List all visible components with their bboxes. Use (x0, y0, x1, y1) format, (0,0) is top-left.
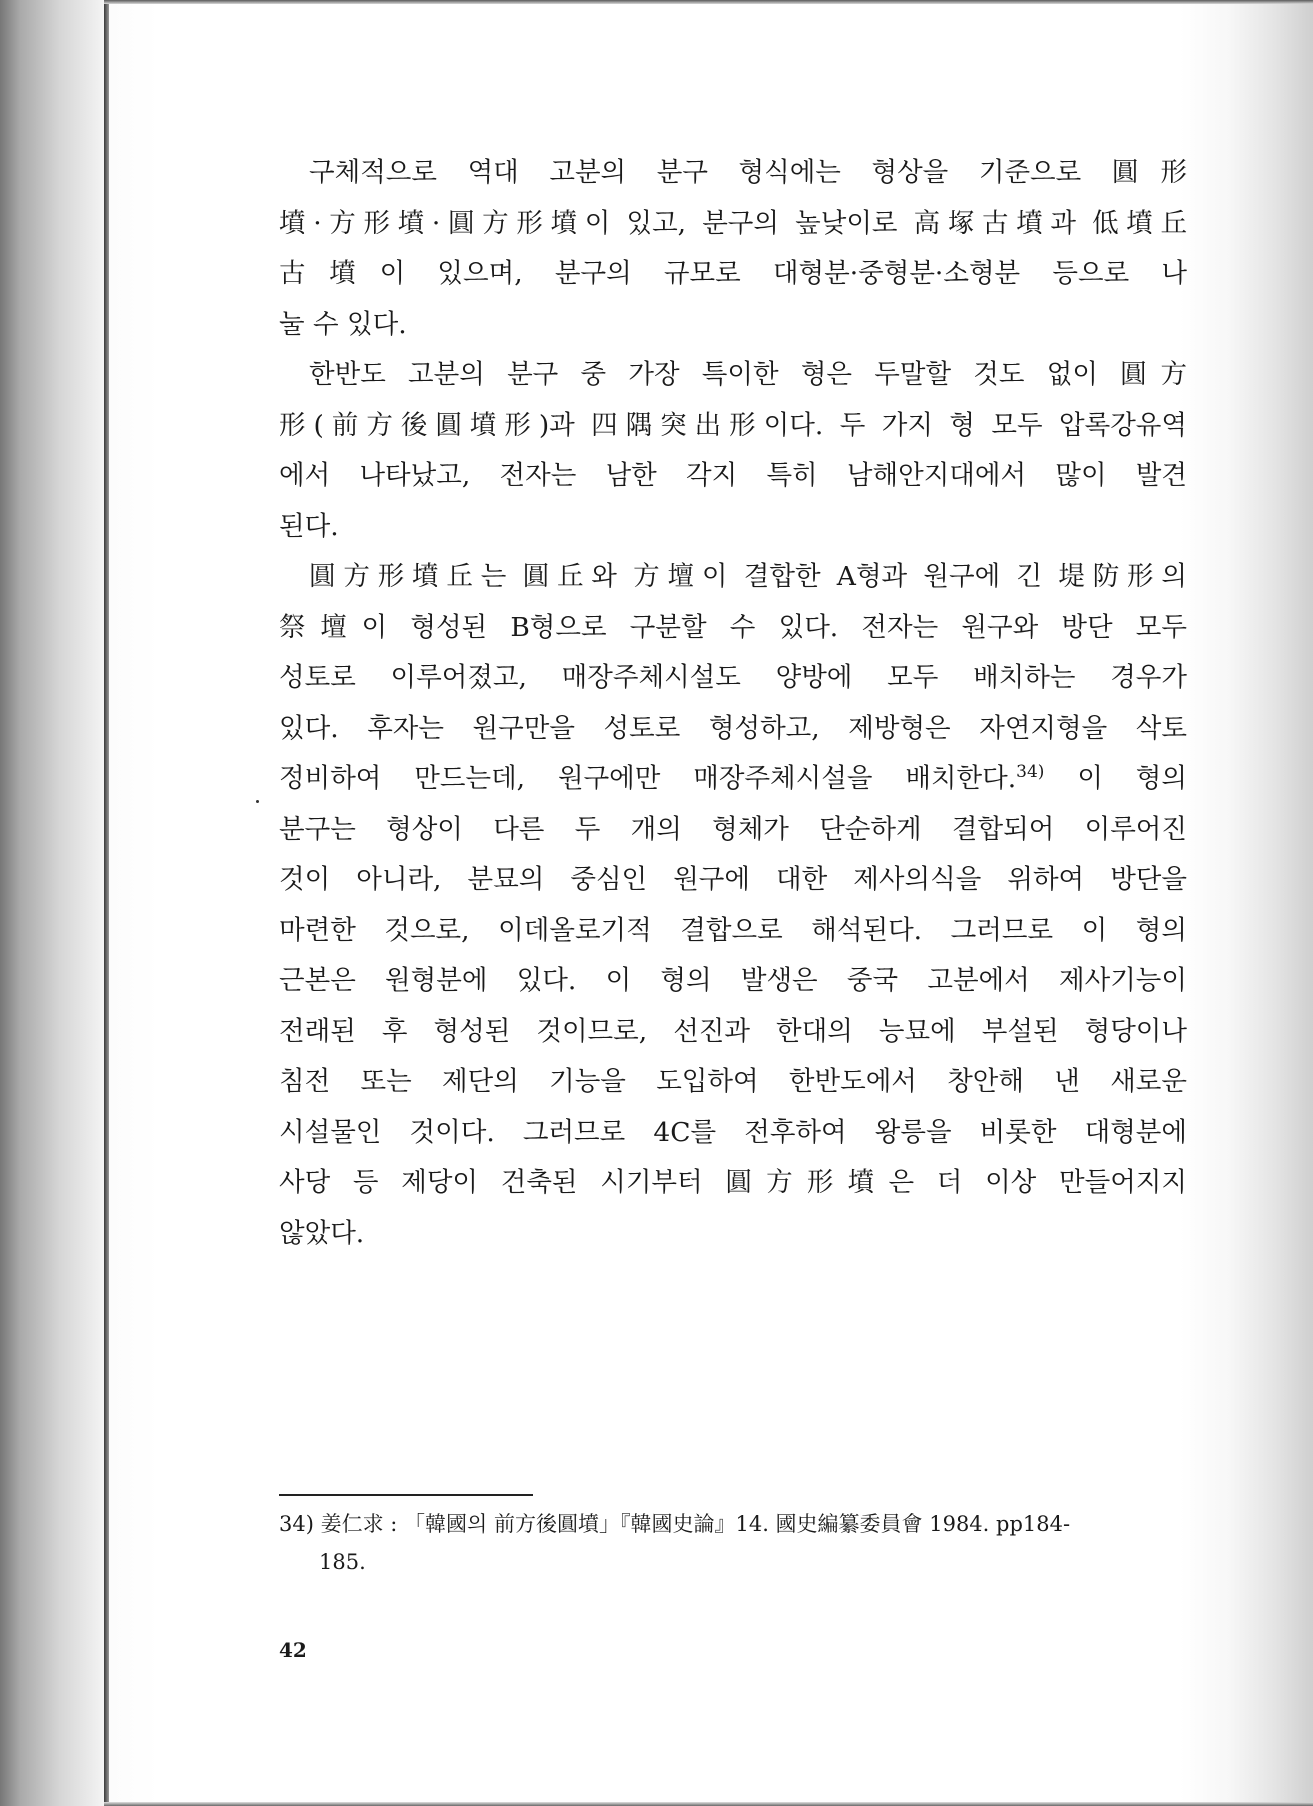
footnote-line: 185. (319, 1550, 366, 1574)
footnote-divider (279, 1494, 533, 1496)
page-edge-top (104, 0, 1313, 4)
paragraph-1 (279, 148, 1187, 350)
paragraph-2 (279, 350, 1187, 552)
paragraph-3 (279, 552, 1187, 1259)
text-line: 분구는 형상이 다른 두 개의 형체가 단순하게 결합되어 이루어진 (279, 813, 1187, 845)
body-text (279, 148, 1187, 1259)
text-line: 침전 또는 제단의 기능을 도입하여 한반도에서 창안해 낸 새로운 (279, 1066, 1187, 1097)
text-line: 形(前方後圓墳形)과 四隅突出形이다. 두 가지 형 모두 압록강유역 (279, 409, 1187, 441)
text-line: 구체적으로 역대 고분의 분구 형식에는 형상을 기준으로 圓形 (309, 157, 1187, 188)
text-line: 마련한 것으로, 이데올로기적 결합으로 해석된다. 그러므로 이 형의 (279, 914, 1187, 946)
text-line: 古墳이 있으며, 분구의 규모로 대형분·중형분·소형분 등으로 나 (279, 258, 1187, 289)
text-line: 시설물인 것이다. 그러므로 4C를 전후하여 왕릉을 비롯한 대형분에 (279, 1116, 1187, 1148)
page-edge-bottom (104, 1802, 1313, 1806)
text-line: 한반도 고분의 분구 중 가장 특이한 형은 두말할 것도 없이 圓方 (309, 359, 1187, 390)
text-line: 사당 등 제당이 건축된 시기부터 圓方形墳은 더 이상 만들어지지 (279, 1167, 1187, 1198)
text-line: 에서 나타났고, 전자는 남한 각지 특히 남해안지대에서 많이 발견 (279, 460, 1187, 491)
text-line: 祭壇이 형성된 B형으로 구분할 수 있다. 전자는 원구와 방단 모두 (279, 611, 1187, 643)
text-segment: 정비하여 만드는데, 원구에만 매장주체시설을 배치한다. (279, 763, 1017, 794)
text-line: 墳·方形墳·圓方形墳이 있고, 분구의 높낮이로 高塚古墳과 低墳丘 (279, 207, 1187, 239)
footnote-ref[interactable]: 34) (1016, 762, 1045, 783)
footnote-line: 34) 姜仁求 : 「韓國의 前方後圓墳」『韓國史論』14. 國史編纂委員會 1984. pp184- (279, 1512, 1071, 1536)
page-edge-left (104, 0, 109, 1806)
text-line: 있다. 후자는 원구만을 성토로 형성하고, 제방형은 자연지형을 삭토 (279, 712, 1187, 744)
text-line: 눌 수 있다. (279, 308, 407, 340)
text-line-with-footnote (279, 754, 1187, 805)
text-line: 근본은 원형분에 있다. 이 형의 발생은 중국 고분에서 제사기능이 (279, 965, 1187, 996)
footnote (279, 1505, 1187, 1581)
page-number: 42 (279, 1638, 307, 1662)
text-line: 된다. (279, 510, 339, 542)
text-line: 않았다. (279, 1217, 365, 1249)
stray-mark (256, 800, 259, 803)
text-line: 전래된 후 형성된 것이므로, 선진과 한대의 능묘에 부설된 형당이나 (279, 1015, 1187, 1047)
text-segment: 이 형의 (1077, 763, 1187, 794)
text-line: 圓方形墳丘는 圓丘와 方壇이 결합한 A형과 원구에 긴 堤防形의 (309, 561, 1187, 592)
text-line: 성토로 이루어졌고, 매장주체시설도 양방에 모두 배치하는 경우가 (279, 662, 1187, 693)
text-line: 것이 아니라, 분묘의 중심인 원구에 대한 제사의식을 위하여 방단을 (279, 864, 1187, 895)
